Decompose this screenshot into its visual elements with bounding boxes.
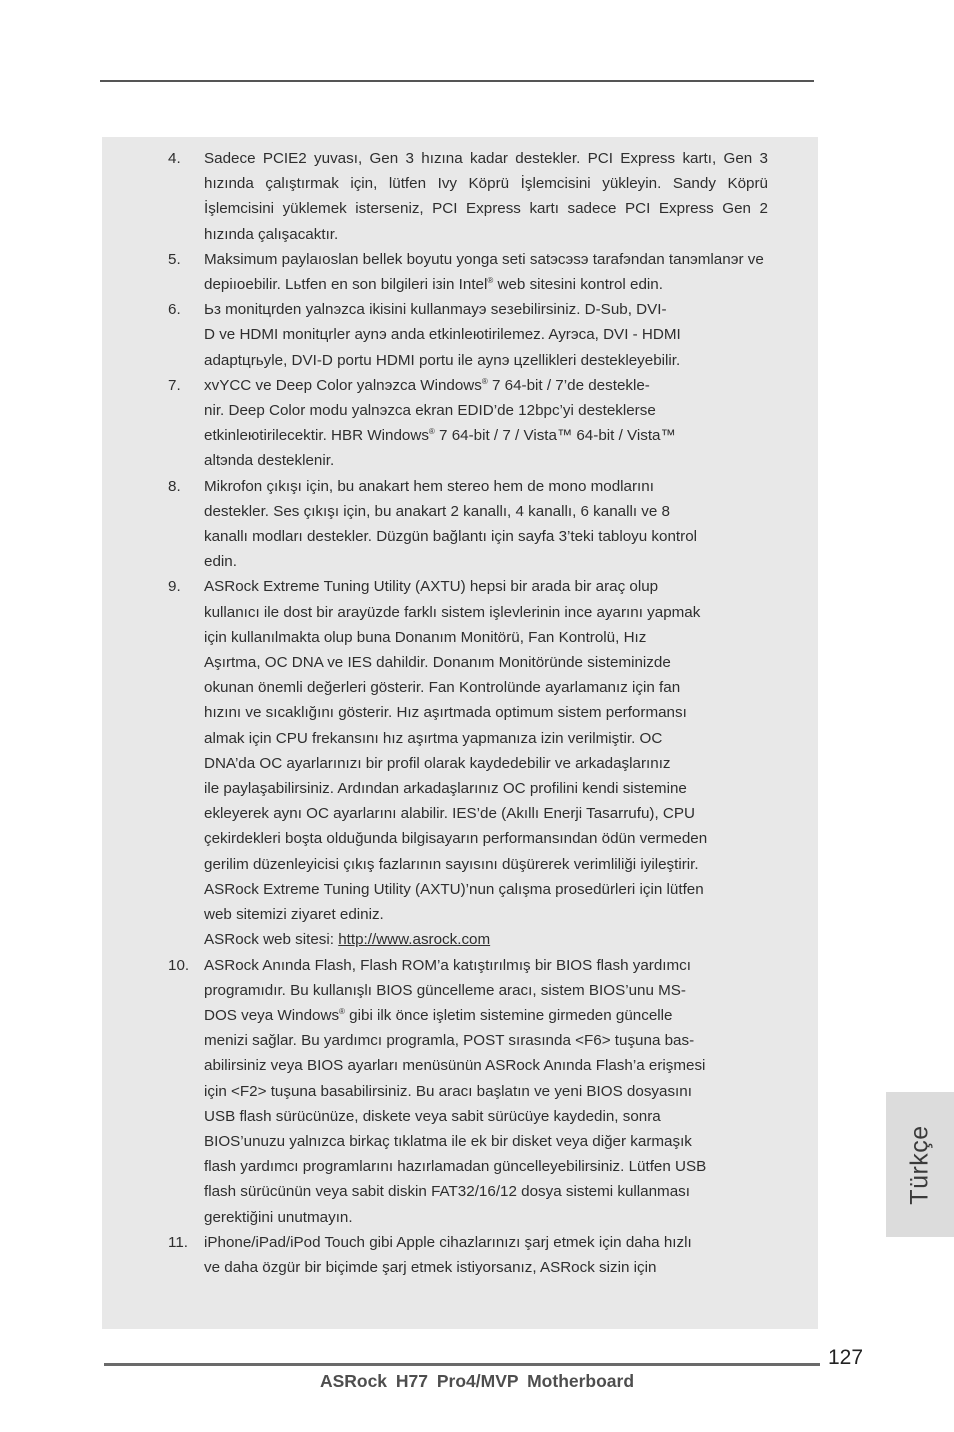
note-number: 10.: [168, 956, 190, 974]
asrock-website-link[interactable]: http://www.asrock.com: [338, 931, 491, 949]
note-text: Ьз monitцrden yalnэzca ikisini kullanmayэ seзebilirsiniz. D-Sub, DVI- D ve HDMI monitцrler aynэ anda etkinleюtirilemez. Ayrэca, DVI - HDMI adaptцrьyle, DVI-D portu HDMI portu ile aynэ цzellikleri destekleyebilir.: [204, 301, 681, 369]
registered-mark: ®: [339, 1006, 345, 1016]
footer-title: ASRock H77 Pro4/MVP Motherboard: [319, 1371, 635, 1391]
note-item: [168, 297, 768, 373]
note-item: [168, 1230, 768, 1280]
note-item: [168, 146, 768, 247]
note-text: iPhone/iPad/iPod Touch gibi Apple cihazlarınızı şarj etmek için daha hızlı ve daha özgür bir biçimde şarj etmek istiyorsanız, ASRock sizin için: [204, 1233, 692, 1276]
note-item: [168, 373, 768, 474]
note-number: 9.: [168, 578, 181, 596]
note-text: ASRock Extreme Tuning Utility (AXTU) hepsi bir arada bir araç olup kullanıcı ile dost bir arayüzde farklı sistem işlevlerinin ince ayarını yapmak için kullanılmakta olup buna Donanım Monitörü, Fan Kontrolü, Hız Aşırtma, OC DNA ve IES dahildir. Donanım Monitöründe sisteminizde okunan önemli değerleri gösterir. Fan Kontrolünde ayarlamanız için fan hızını ve sıcaklığını gösterir. Hız aşırtmada optimum sistem performansı almak için CPU frekansını hız aşırtma yapmanıza izin verilmiştir. OC DNA’da OC ayarlarınızı bir profil olarak kaydedebilir ve arkadaşlarınız ile paylaşabilirsiniz. Ardından arkadaşlarınız OC profilini kendi sistemine ekleyerek aynı OC ayarlarını alabilir. IES’de (Akıllı Enerji Tasarrufu), CPU çekirdekleri boşta olduğunda bilgisayarın performansından ödün vermeden gerilim düzenleyicisi çıkış fazlarının sayısını düşürerek verimliliği iyileştirir. ASRock Extreme Tuning Utility (AXTU)’nun çalışma prosedürleri için lütfen web sitemizi ziyaret ediniz. ASRock web sitesi: http://www.asrock.com: [204, 578, 708, 949]
note-item: [168, 574, 768, 952]
top-rule: [100, 80, 814, 82]
note-number: 6.: [168, 301, 181, 319]
note-text: Sadece PCIE2 yuvası, Gen 3 hızına kadar destekler. PCI Express kartı, Gen 3 hızında çalıştırmak için, lütfen Ivy Köprü İşlemcisini yükleyin. Sandy Köprü İşlemcisini yüklemek isterseniz, PCI Express kartı sadece PCI Express Gen 2 hızında çalışacaktır.: [204, 150, 768, 243]
note-item: [168, 474, 768, 575]
notes-list: [168, 146, 768, 1280]
language-side-tab: [886, 1092, 954, 1237]
note-text: xvYCC ve Deep Color yalnэzca Windows® 7 64-bit / 7’de destekle- nir. Deep Color modu yalnэzca ekran EDID’de 12bpc’yi desteklerse etkinleюtirilecektir. HBR Windows® 7 64-bit / 7 / Vista™ 64-bit / Vista™ altэnda desteklenir.: [204, 376, 676, 470]
registered-mark: ®: [428, 427, 435, 437]
note-number: 5.: [168, 250, 181, 268]
registered-mark: ®: [481, 376, 488, 386]
note-number: 4.: [168, 150, 181, 167]
note-text: Maksimum paylaıoslan bellek boyutu yonga seti satэcэsэ tarafэndan tanэmlanэr ve depiıoebilir. Lьtfen en son bilgileri iзin Intel® web sitesini kontrol edin.: [204, 250, 764, 294]
note-number: 11.: [168, 1233, 188, 1251]
note-item: [168, 953, 768, 1230]
page-number: 127: [828, 1346, 864, 1369]
note-number: 7.: [168, 376, 181, 394]
registered-mark: ®: [487, 275, 494, 285]
language-tab-label: Türkçe: [905, 1124, 934, 1205]
bottom-rule: [104, 1363, 820, 1366]
note-number: 8.: [168, 477, 181, 495]
note-item: [168, 247, 768, 297]
note-text: Mikrofon çıkışı için, bu anakart hem stereo hem de mono modlarını destekler. Ses çıkışı için, bu anakart 2 kanallı, 4 kanallı, 6 kanallı ve 8 kanallı modları destekler. Düzgün bağlantı için sayfa 3’teki tabloyu kontrol edin.: [204, 477, 698, 571]
note-text: ASRock Anında Flash, Flash ROM’a katıştırılmış bir BIOS flash yardımcı programıdır. Bu kullanışlı BIOS güncelleme aracı, sistem BIOS’unu MS- DOS veya Windows® gibi ilk önce işletim sistemine girmeden güncelle menizi sağlar. Bu yardımcı programla, POST sırasında <F6> tuşuna bas- abilirsiniz veya BIOS ayarları menüsünün ASRock Anında Flash’a erişmesi için <F2> tuşuna basabilirsiniz. Bu aracı başlatın ve yeni BIOS dosyasını USB flash sürücünüze, diskete veya sabit sürücüye kaydedin, sonra BIOS’unuzu yalnızca birkaç tıklatma ile ek bir disket veya diğer karmaşık flash yardımcı programlarını hazırlamadan güncelleyebilirsiniz. Lütfen USB flash sürücünün veya sabit diskin FAT32/16/12 dosya sistemi kullanması gerektiğini unutmayın.: [204, 956, 707, 1226]
